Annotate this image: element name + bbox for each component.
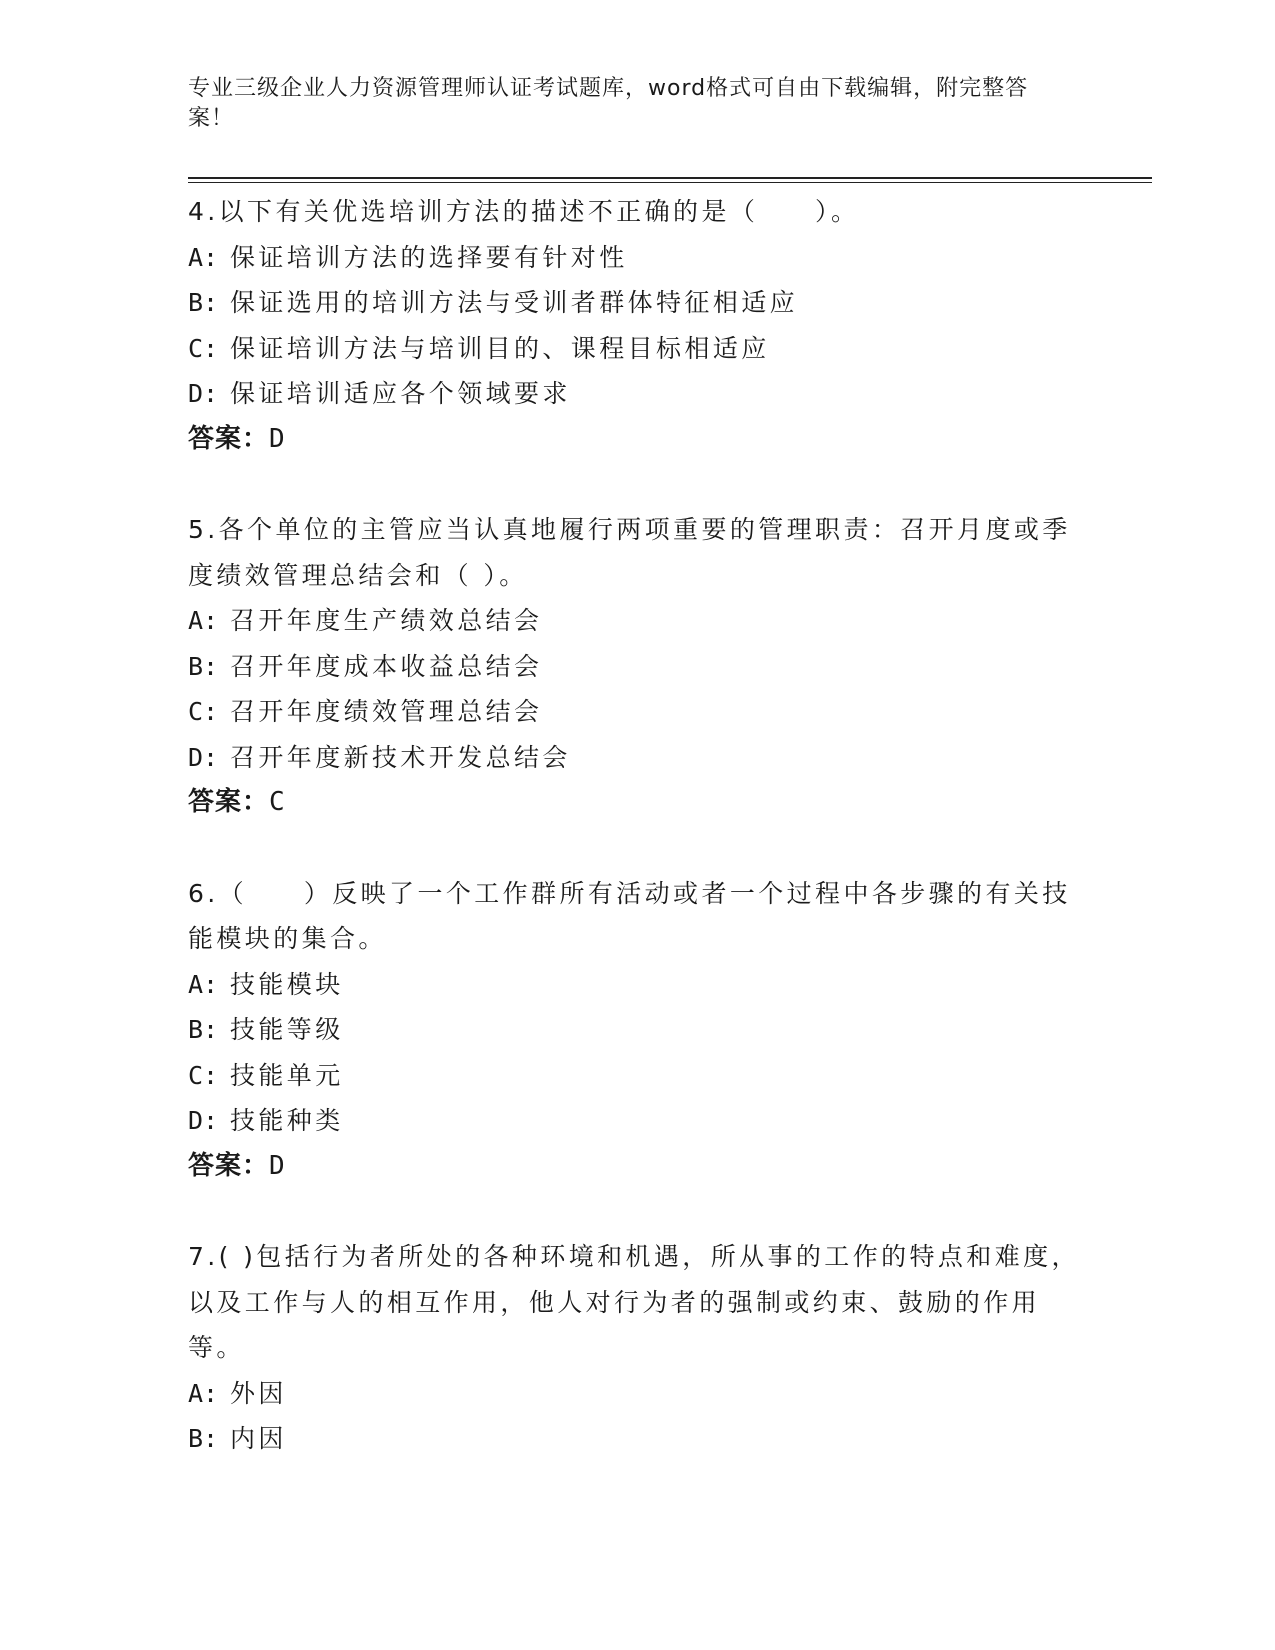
option-d: [188, 735, 1088, 781]
option-text: 保证培训方法的选择要有针对性: [230, 242, 628, 272]
answer-label: 答案：: [188, 423, 270, 454]
answer-line: [188, 1144, 1088, 1190]
option-b: [188, 1416, 1088, 1462]
answer-value: D: [269, 423, 286, 454]
header-divider-thin: [188, 182, 1152, 183]
option-a: [188, 235, 1088, 281]
question-stem: 5.各个单位的主管应当认真地履行两项重要的管理职责：召开月度或季度绩效管理总结会和（ ）。: [188, 515, 1071, 590]
option-text: 保证培训适应各个领域要求: [230, 379, 571, 408]
option-b: [188, 644, 1088, 690]
question-list: [188, 189, 1088, 1507]
option-c: [188, 689, 1088, 735]
option-letter: C:: [188, 1060, 219, 1090]
option-letter: D:: [188, 1106, 219, 1135]
option-text: 技能等级: [230, 1015, 344, 1044]
option-letter: B:: [188, 288, 219, 317]
option-letter: A:: [188, 969, 219, 999]
option-text: 技能模块: [230, 969, 344, 999]
option-letter: B:: [188, 1424, 219, 1453]
option-text: 内因: [230, 1424, 287, 1453]
option-letter: B:: [188, 651, 219, 681]
option-b: [188, 1007, 1088, 1053]
option-letter: B:: [188, 1015, 219, 1044]
option-text: 技能种类: [230, 1106, 344, 1135]
question-6: [188, 871, 1088, 1190]
answer-value: D: [269, 1150, 286, 1181]
question-5: [188, 507, 1088, 826]
option-text: 技能单元: [230, 1060, 344, 1090]
header-divider-thick: [188, 177, 1152, 179]
option-text: 召开年度绩效管理总结会: [230, 697, 543, 726]
option-text: 召开年度成本收益总结会: [230, 651, 543, 681]
option-c: [188, 1053, 1088, 1099]
option-d: [188, 1098, 1088, 1144]
option-a: [188, 598, 1088, 644]
option-letter: C:: [188, 697, 219, 726]
option-b: [188, 280, 1088, 326]
answer-label: 答案：: [188, 1150, 270, 1181]
answer-line: [188, 780, 1088, 826]
answer-value: C: [269, 787, 286, 817]
option-d: [188, 371, 1088, 417]
document-header: 专业三级企业人力资源管理师认证考试题库，word格式可自由下载编辑，附完整答案！: [188, 76, 1029, 131]
question-stem: 7.( )包括行为者所处的各种环境和机遇，所从事的工作的特点和难度，以及工作与人的相互作用，他人对行为者的强制或约束、鼓励的作用等。: [188, 1242, 1080, 1362]
option-text: 外因: [230, 1378, 287, 1408]
option-text: 保证培训方法与培训目的、课程目标相适应: [230, 333, 770, 363]
option-letter: C:: [188, 333, 219, 363]
question-stem: 4.以下有关优选培训方法的描述不正确的是（ ）。: [188, 197, 860, 226]
question-4: [188, 189, 1088, 462]
option-letter: D:: [188, 742, 219, 772]
question-7: [188, 1234, 1088, 1462]
option-a: [188, 962, 1088, 1008]
option-letter: D:: [188, 379, 219, 408]
option-text: 保证选用的培训方法与受训者群体特征相适应: [230, 288, 799, 317]
option-letter: A:: [188, 242, 219, 272]
option-c: [188, 326, 1088, 372]
question-stem: 6.（ ）反映了一个工作群所有活动或者一个过程中各步骤的有关技能模块的集合。: [188, 878, 1071, 953]
option-letter: A:: [188, 1378, 219, 1408]
option-text: 召开年度生产绩效总结会: [230, 606, 543, 635]
answer-label: 答案：: [188, 787, 270, 817]
option-letter: A:: [188, 606, 219, 635]
answer-line: [188, 417, 1088, 463]
option-a: [188, 1371, 1088, 1417]
option-text: 召开年度新技术开发总结会: [230, 742, 571, 772]
